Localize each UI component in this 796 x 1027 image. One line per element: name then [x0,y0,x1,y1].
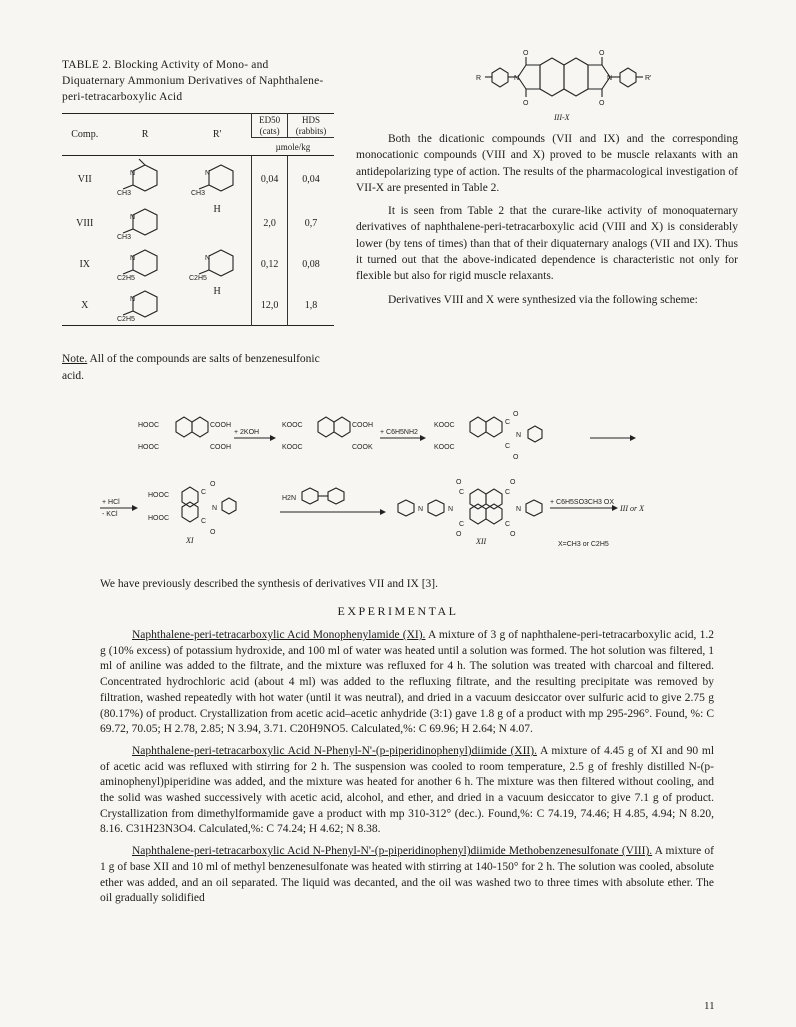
header-ed50: ED50 (cats) [252,114,287,138]
header-comp: Comp. [62,114,107,156]
svg-text:R': R' [645,75,652,82]
note-label: Note. [62,353,88,365]
paragraph: Both the dicationic compounds (VII and IX) and the corresponding monocationic compounds (VIII and X) proved to be muscle relaxants with an antidepolarizing type of action. The results of the pharmacological investigation of VII-X are presented in Table 2. [356,133,738,194]
paragraph: Derivatives VIII and X were synthesized via the following scheme: [388,293,698,306]
svg-text:O: O [510,531,516,538]
header-hds: HDS (rabbits) [287,114,334,138]
paragraph: It is seen from Table 2 that the curare-like activity of monoquaternary derivatives of naphthalene-peri-tetracarboxylic acid (VIII and X) is considerably lower (by tens of times) than that of their diquaternary analogs (VII and IX). Thus it turned out that the above-indicated dependence is characteristic not only for flexible but also for rigid muscle relaxants. [356,205,738,283]
procedure-viii [100,844,714,907]
svg-text:C: C [201,518,207,525]
table-row [62,204,334,244]
svg-text:O: O [210,481,216,488]
svg-text:N: N [514,75,520,82]
blocking-activity-table [62,113,334,326]
reagent-amine: H2N [282,495,297,502]
cell-hds: 1,8 [287,286,334,326]
diimide-structure-top [470,45,670,125]
r-prime-substituent: CH3 [191,190,206,198]
svg-text:KOOC: KOOC [282,422,303,429]
procedure-xi [100,628,714,738]
svg-text:O: O [513,454,519,461]
header-r: R [107,114,182,156]
svg-text:O: O [510,479,516,486]
procedure-title: Naphthalene-peri-tetracarboxylic Acid N-Phenyl-N'-(p-piperidinophenyl)diimide (XII). [132,744,537,757]
svg-text:O: O [513,411,519,418]
cell-comp: X [81,299,89,311]
cell-ed50: 0,04 [252,156,287,204]
table-row [62,156,334,204]
piperidinium-structure [189,246,245,280]
cell-r-prime [183,156,252,204]
n-plus-label: N [130,214,136,221]
cell-ed50: 2,0 [252,204,287,244]
reagent-aniline: + C6H5NH2 [380,429,418,436]
product-label: III or X [620,504,644,513]
synthesis-scheme [102,408,670,568]
r-prime-substituent: C2H5 [189,275,208,282]
svg-text:N: N [212,505,218,512]
piperidinium-structure [189,161,245,198]
svg-text:O: O [599,50,605,57]
svg-text:N: N [516,506,522,513]
label-xii: XII [476,537,487,546]
svg-text:HOOC: HOOC [148,515,169,522]
svg-text:C: C [459,521,465,528]
svg-text:N: N [418,506,424,513]
piperidinium-structure [117,246,173,280]
table-row [62,244,334,286]
svg-text:COOH: COOH [210,444,231,451]
svg-text:KOOC: KOOC [434,422,455,429]
piperidinium-structure [117,205,173,239]
cell-r-prime: H [213,285,221,297]
procedure-text: A mixture of 1 g of base XII and 10 ml of methyl benzenesulfonate was heated with stirring at 140-150° for 2 h. The solution was cooled, absolute ether was added, and an oil separated. The liquid was decanted, and the oil was washed two to three times with absolute ether. The oil gradually solidified [100,845,715,905]
r-substituent: C2H5 [117,315,136,323]
note-text: All of the compounds are salts of benzenesulfonic acid. [62,353,320,382]
svg-text:COOH: COOH [352,422,373,429]
n-plus-label: N [205,170,211,178]
svg-text:C: C [201,489,207,496]
reagent-kcl: - KCl [102,511,118,518]
table-title: TABLE 2. Blocking Activity of Mono- and Diquaternary Ammonium Derivatives of Naphthalene-peri-tetracarboxylic Acid [62,59,324,103]
svg-text:HOOC: HOOC [138,422,159,429]
experimental-heading: EXPERIMENTAL [337,604,459,618]
reagent-sulfonate: + C6H5SO3CH3 OX [550,499,614,506]
svg-text:C: C [505,489,511,496]
experimental-body [100,628,714,907]
cell-ed50: 0,12 [252,244,287,286]
header-units: µmole/kg [252,138,334,156]
reagent-koh: + 2KOH [234,429,260,436]
procedure-text: A mixture of 3 g of naphthalene-peri-tetracarboxylic acid, 1.2 g (10% excess) of potassium hydroxide, and 100 ml of water was heated until a solution was formed. The hot solution was filtered, 1 ml of aniline was added to the filtrate, and the mixture was refluxed for 4 h. The solution was treated with charcoal and filtered. Concentrated hydrochloric acid (about 4 ml) was added to the refluxing filtrate, and the resulting precipitate was removed by filtration, washed repeatedly with hot water (until it was neutral), and dried in a vacuum desiccator over sulfuric acid to give 2.75 g (80.17%) of product. Crystallization from acetic acid–acetic anhydride (3:1) gave 1.8 g of a product with mp 295-296°. Found, %: C 69.72, 70.05; H 2.78, 2.85; N 3.94, 3.71. C20H9NO5. Calculated,%: C 69.96; H 2.64; N 4.07. [100,629,714,736]
svg-text:N: N [607,75,613,82]
procedure-title: Naphthalene-peri-tetracarboxylic Acid N-Phenyl-N'-(p-piperidinophenyl)diimide Methobenzenesulfonate (VIII). [132,845,653,858]
cell-r-prime: H [213,203,221,215]
n-plus-label: N [130,255,136,262]
label-xi: XI [186,536,194,545]
r-substituent: C2H5 [117,275,136,282]
cell-hds: 0,7 [287,204,334,244]
svg-text:O: O [523,100,529,107]
svg-text:O: O [599,100,605,107]
reagent-hcl: + HCl [102,499,120,506]
cell-r [107,156,182,204]
n-plus-label: N [130,295,136,303]
piperidinium-structure [117,161,173,198]
svg-text:HOOC: HOOC [138,444,159,451]
svg-text:N: N [516,432,522,439]
page-number: 11 [704,1000,715,1012]
r-substituent: CH3 [117,190,132,198]
svg-text:N: N [448,506,454,513]
svg-text:C: C [505,443,511,450]
r-substituent: CH3 [117,234,132,241]
procedure-xii [100,744,714,838]
n-plus-label: N [205,255,211,262]
structure-label: III-X [554,113,570,122]
header-r-prime: R' [183,114,252,156]
x-definition: X=CH3 or C2H5 [558,541,609,548]
procedure-text: A mixture of 4.45 g of XI and 90 ml of acetic acid was refluxed with stirring for 2 h. The suspension was cooled to room temperature, 2.5 g of freshly distilled N-(p-aminophenyl)piperidine was added, and the mixture was heated for another 6 h. The mixture was then filtered without cooling, and the solid was washed successively with acetic acid, alcohol, and ether, and dried in a vacuum desiccator to give 7.1 g of product. Crystallization from dimethylformamide gave a product with mp 310-312° (dec.). Found,%: C 74.19, 74.46; H 4.85, 4.94; N 8.20, 8.16. C31H23N3O4. Calculated,%: C 74.24; H 4.62; N 8.38. [100,744,715,836]
cell-r-prime [183,244,252,286]
svg-text:COOK: COOK [352,444,373,451]
svg-text:O: O [523,50,529,57]
table-row [62,286,334,326]
svg-text:C: C [459,489,465,496]
cell-comp: VIII [76,218,94,229]
piperidinium-structure [117,287,173,321]
table-note [62,351,332,385]
cell-r [107,244,182,286]
svg-text:COOH: COOH [210,422,231,429]
svg-text:KOOC: KOOC [434,444,455,451]
procedure-title: Naphthalene-peri-tetracarboxylic Acid Monophenylamide (XI). [132,629,426,641]
svg-text:O: O [210,529,216,536]
cell-ed50: 12,0 [252,286,287,326]
previous-synthesis-line: We have previously described the synthesis of derivatives VII and IX [3]. [100,578,439,590]
svg-text:HOOC: HOOC [148,492,169,499]
cell-hds: 0,04 [287,156,334,204]
cell-r [107,204,182,244]
cell-r [107,286,182,326]
results-paragraphs [356,131,738,308]
svg-text:O: O [456,531,462,538]
svg-text:KOOC: KOOC [282,444,303,451]
svg-text:O: O [456,479,462,486]
svg-text:C: C [505,419,511,426]
cell-hds: 0,08 [287,244,334,286]
n-plus-label: N [130,170,136,178]
cell-comp: VII [77,174,92,186]
tetracarboxylic-acid-structure [138,417,231,451]
svg-text:R: R [476,75,482,82]
svg-text:C: C [505,521,511,528]
cell-comp: IX [79,259,91,270]
